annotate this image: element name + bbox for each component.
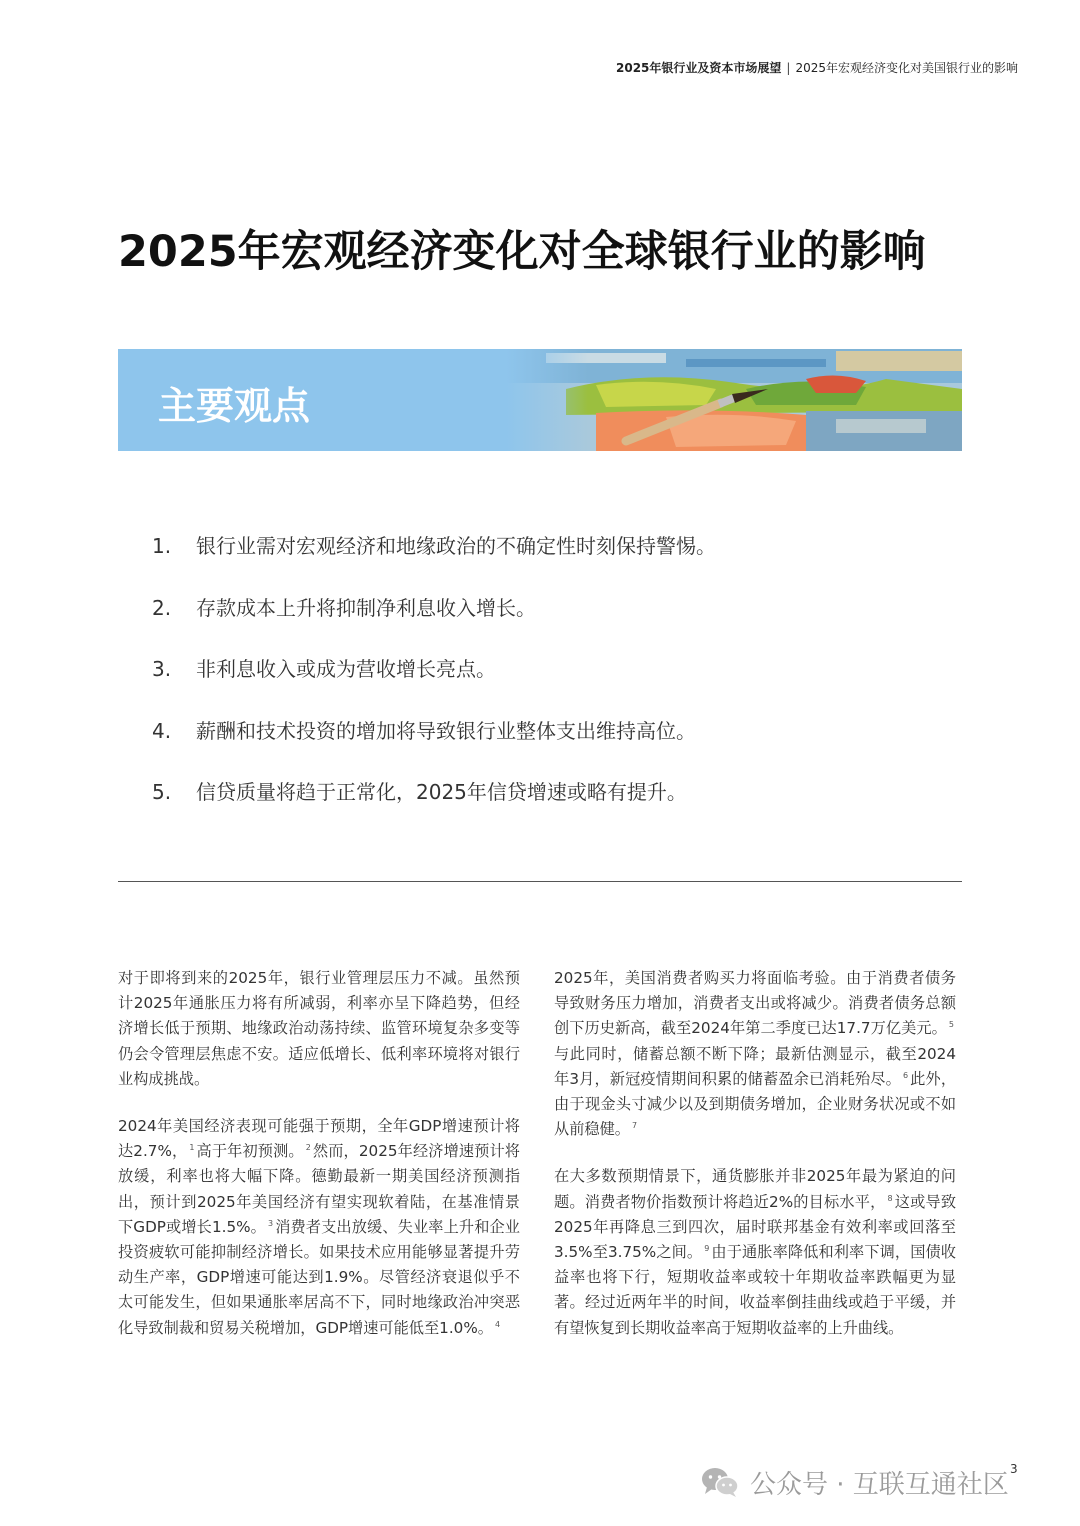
paragraph-outlook: 对于即将到来的2025年，银行业管理层压力不减。虽然预计2025年通胀压力将有所减弱，利率亦呈下降趋势，但经济增长低于预期、地缘政治动荡持续、监管环境复杂多变等仍会令管理层焦虑不安。适应低增长、低利率环境将对银行业构成挑战。 xyxy=(118,969,520,1088)
paragraph-segment: 由于通胀率降低和利率下调，国债收益率也将下行，短期收益率或较十年期收益率跌幅更为显著。经过近两年半的时间，收益率倒挂曲线或趋于平缓，并有望恢复到长期收益率高于短期收益率的上升曲线。 xyxy=(554,1243,956,1337)
key-point-text: 非利息收入或成为营收增长亮点。 xyxy=(196,657,496,681)
paragraph-segment: 然而，2025年经济增速预计将放缓，利率也将大幅下降。德勤最新一期美国经济预测指出，预计到2025年美国经济有望实现软着陆，在基准情景下GDP或增长1.5%。 xyxy=(118,1142,520,1236)
footnote-ref: 4 xyxy=(494,1319,501,1329)
paragraph-segment: 在大多数预期情景下，通货膨胀并非2025年最为紧迫的问题。消费者物价指数预计将趋近2%的目标水平， xyxy=(554,1167,956,1211)
paintbrush-art-image xyxy=(506,349,962,451)
key-points-list xyxy=(152,531,932,839)
key-point-number: 5. xyxy=(152,780,172,804)
watermark-label: 公众号 · 互联互通社区 xyxy=(750,1469,1009,1500)
banner-title: 主要观点 xyxy=(158,384,311,428)
key-point-1 xyxy=(152,531,932,593)
paragraph-segment: 此外，由于现金头寸减少以及到期债务增加，企业财务状况或不如从前稳健。 xyxy=(554,1069,957,1139)
wechat-icon xyxy=(700,1465,740,1499)
paragraph-segment: 与此同时，储蓄总额不断下降；最新估测显示，截至2024年3月，新冠疫情期间积累的储蓄盈余已消耗殆尽。 xyxy=(554,1044,956,1088)
paragraph-segment: 消费者支出放缓、失业率上升和企业投资疲软可能抑制经济增长。如果技术应用能够显著提升劳动生产率，GDP增速可能达到1.9%。尽管经济衰退似乎不太可能发生，但如果通胀率居高不下，同时地缘政治冲突恶化导致制裁和贸易关税增加，GDP增速可能低至1.0%。 xyxy=(118,1217,520,1337)
page-title: 2025年宏观经济变化对全球银行业的影响 xyxy=(118,227,926,277)
key-point-text: 信贷质量将趋于正常化，2025年信贷增速或略有提升。 xyxy=(196,780,687,804)
key-points-banner xyxy=(118,349,962,451)
header-separator: | xyxy=(786,61,791,75)
paragraph-segment: 这或导致2025年再降息三到四次，届时联邦基金有效利率或回落至3.5%至3.75%之间。 xyxy=(554,1192,956,1262)
body-column-right xyxy=(554,966,956,1363)
footnote-ref: 8 xyxy=(887,1193,893,1203)
paragraph-segment: 2025年，美国消费者购买力将面临考验。由于消费者债务导致财务压力增加，消费者支出或将减少。消费者债务总额创下历史新高，截至2024年第二季度已达17.7万亿美元。 xyxy=(554,969,956,1038)
section-name: 2025年宏观经济变化对美国银行业的影响 xyxy=(795,61,1018,75)
paragraph-segment: 2024年美国经济表现可能强于预期，全年GDP增速预计将达2.7%， xyxy=(118,1117,520,1161)
footnote-ref: 6 xyxy=(902,1070,909,1080)
key-point-text: 薪酬和技术投资的增加将导致银行业整体支出维持高位。 xyxy=(196,718,696,743)
running-header xyxy=(616,59,1018,76)
footnote-ref: 2 xyxy=(305,1143,311,1153)
key-point-number: 1. xyxy=(152,534,172,558)
footnote-ref: 1 xyxy=(189,1143,195,1153)
section-divider xyxy=(118,881,962,882)
key-point-5 xyxy=(152,777,932,839)
key-point-2 xyxy=(152,593,932,655)
key-point-text: 存款成本上升将抑制净利息收入增长。 xyxy=(196,595,536,620)
page-number: 3 xyxy=(1010,1462,1018,1476)
footnote-ref: 7 xyxy=(631,1121,638,1131)
key-point-4 xyxy=(152,716,932,778)
watermark xyxy=(700,1464,1009,1500)
footnote-ref: 9 xyxy=(704,1243,710,1253)
footnote-ref: 3 xyxy=(267,1218,274,1228)
key-point-number: 2. xyxy=(152,595,172,620)
body-column-left xyxy=(118,966,520,1363)
key-point-3 xyxy=(152,654,932,716)
paragraph-segment: 高于年初预测。 xyxy=(196,1142,304,1161)
report-name: 2025年银行业及资本市场展望 xyxy=(616,61,782,75)
key-point-text: 银行业需对宏观经济和地缘政治的不确定性时刻保持警惕。 xyxy=(196,534,716,558)
paragraph-consumer xyxy=(554,966,956,1142)
key-point-number: 4. xyxy=(152,718,172,743)
footnote-ref: 5 xyxy=(948,1020,954,1030)
paragraph-gdp xyxy=(118,1114,520,1341)
paragraph-inflation xyxy=(554,1164,956,1340)
key-point-number: 3. xyxy=(152,657,172,681)
